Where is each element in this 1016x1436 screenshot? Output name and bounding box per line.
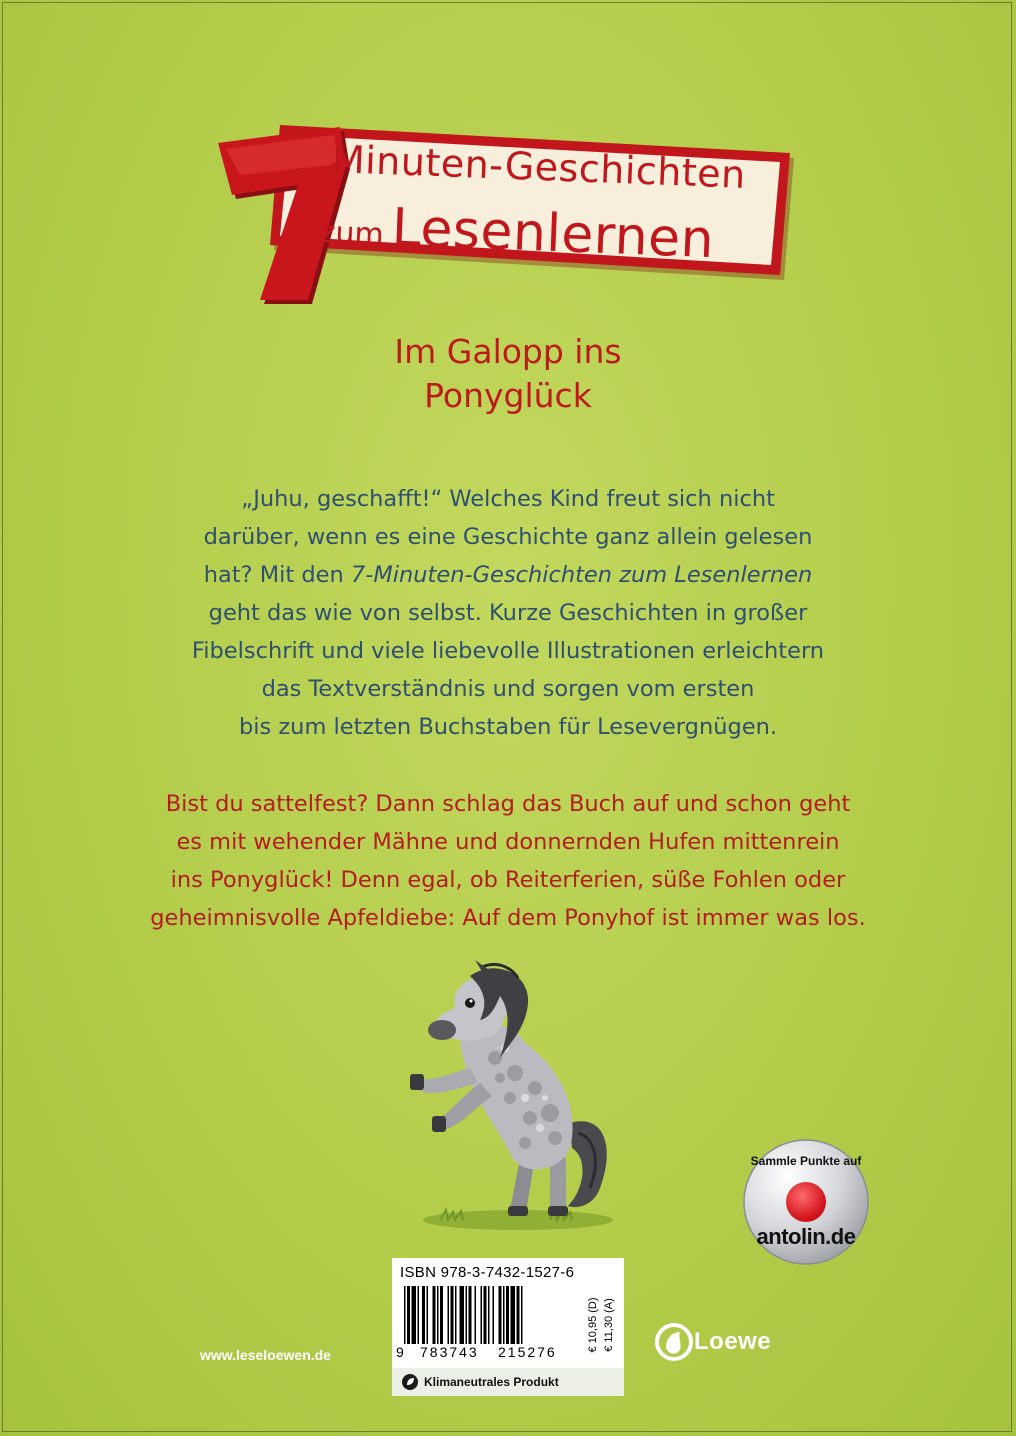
- climate-neutral-label: Klimaneutrales Produkt: [424, 1375, 559, 1389]
- series-logo: [200, 95, 800, 305]
- book-title-line2: Ponyglück: [424, 376, 592, 415]
- barcode-digits-left: 783743: [420, 1344, 479, 1360]
- logo-word-lesenlernen: Lesenlernen: [390, 197, 716, 271]
- leaf-icon: [402, 1374, 418, 1390]
- blurb-intro-line3-prefix: hat? Mit den: [203, 562, 351, 588]
- blurb-intro-line: bis zum letzten Buchstaben für Lesevergnügen.: [238, 714, 778, 740]
- blurb-intro-line: darüber, wenn es eine Geschichte ganz allein gelesen: [203, 524, 813, 550]
- publisher-name: Loewe: [694, 1328, 772, 1355]
- book-title: [0, 330, 1016, 418]
- website-url: www.leseloewen.de: [200, 1347, 331, 1363]
- isbn-barcode-box: [392, 1258, 624, 1396]
- barcode-digit-first: 9: [396, 1344, 404, 1360]
- price-at-column: [602, 1286, 616, 1364]
- blurb-intro-line: das Textverständnis und sorgen vom ersten: [261, 676, 755, 702]
- antolin-brand: antolin.de: [756, 1224, 856, 1249]
- logo-graphic: [200, 95, 800, 305]
- blurb-intro-line: „Juhu, geschafft!“ Welches Kind freut sich nicht: [241, 486, 775, 512]
- price-de-column: [586, 1286, 600, 1364]
- blurb-story-line: geheimnisvolle Apfeldiebe: Auf dem Ponyhof ist immer was los.: [150, 905, 866, 931]
- blurb-intro-line: geht das wie von selbst. Kurze Geschichten in großer: [208, 600, 808, 626]
- isbn-label: ISBN 978-3-7432-1527-6: [400, 1264, 575, 1281]
- blurb-story-line: Bist du sattelfest? Dann schlag das Buch auf und schon geht: [165, 791, 851, 817]
- blurb-intro-line: Fibelschrift und viele liebevolle Illustrationen erleichtern: [191, 638, 825, 664]
- blurb-story: [90, 785, 926, 937]
- logo-line-minuten-geschichten: Minuten-Geschichten: [331, 137, 747, 197]
- antolin-sticker: [742, 1138, 870, 1266]
- climate-neutral-badge: [392, 1368, 624, 1396]
- lion-icon: [654, 1318, 694, 1374]
- blurb-story-line: es mit wehender Mähne und donnernden Hufen mittenrein: [176, 829, 840, 855]
- barcode-digits-right: 215276: [498, 1344, 557, 1360]
- series-name-italic: 7-Minuten-Geschichten zum Lesenlernen: [350, 562, 813, 588]
- price-de: € 10,95 (D): [587, 1297, 599, 1353]
- blurb-story-line: ins Ponyglück! Denn egal, ob Reiterferien, süße Fohlen oder: [170, 867, 846, 893]
- pony-illustration: [400, 948, 630, 1238]
- price-at: € 11,30 (A): [603, 1298, 615, 1352]
- publisher-logo: [654, 1318, 814, 1374]
- antolin-slogan: Sammle Punkte auf: [750, 1154, 862, 1168]
- blurb-intro: [90, 480, 926, 746]
- logo-word-zum: zum: [319, 215, 385, 253]
- barcode-graphic: [404, 1286, 580, 1346]
- book-title-line1: Im Galopp ins: [394, 332, 622, 371]
- blurb-intro-line-3: [90, 556, 926, 594]
